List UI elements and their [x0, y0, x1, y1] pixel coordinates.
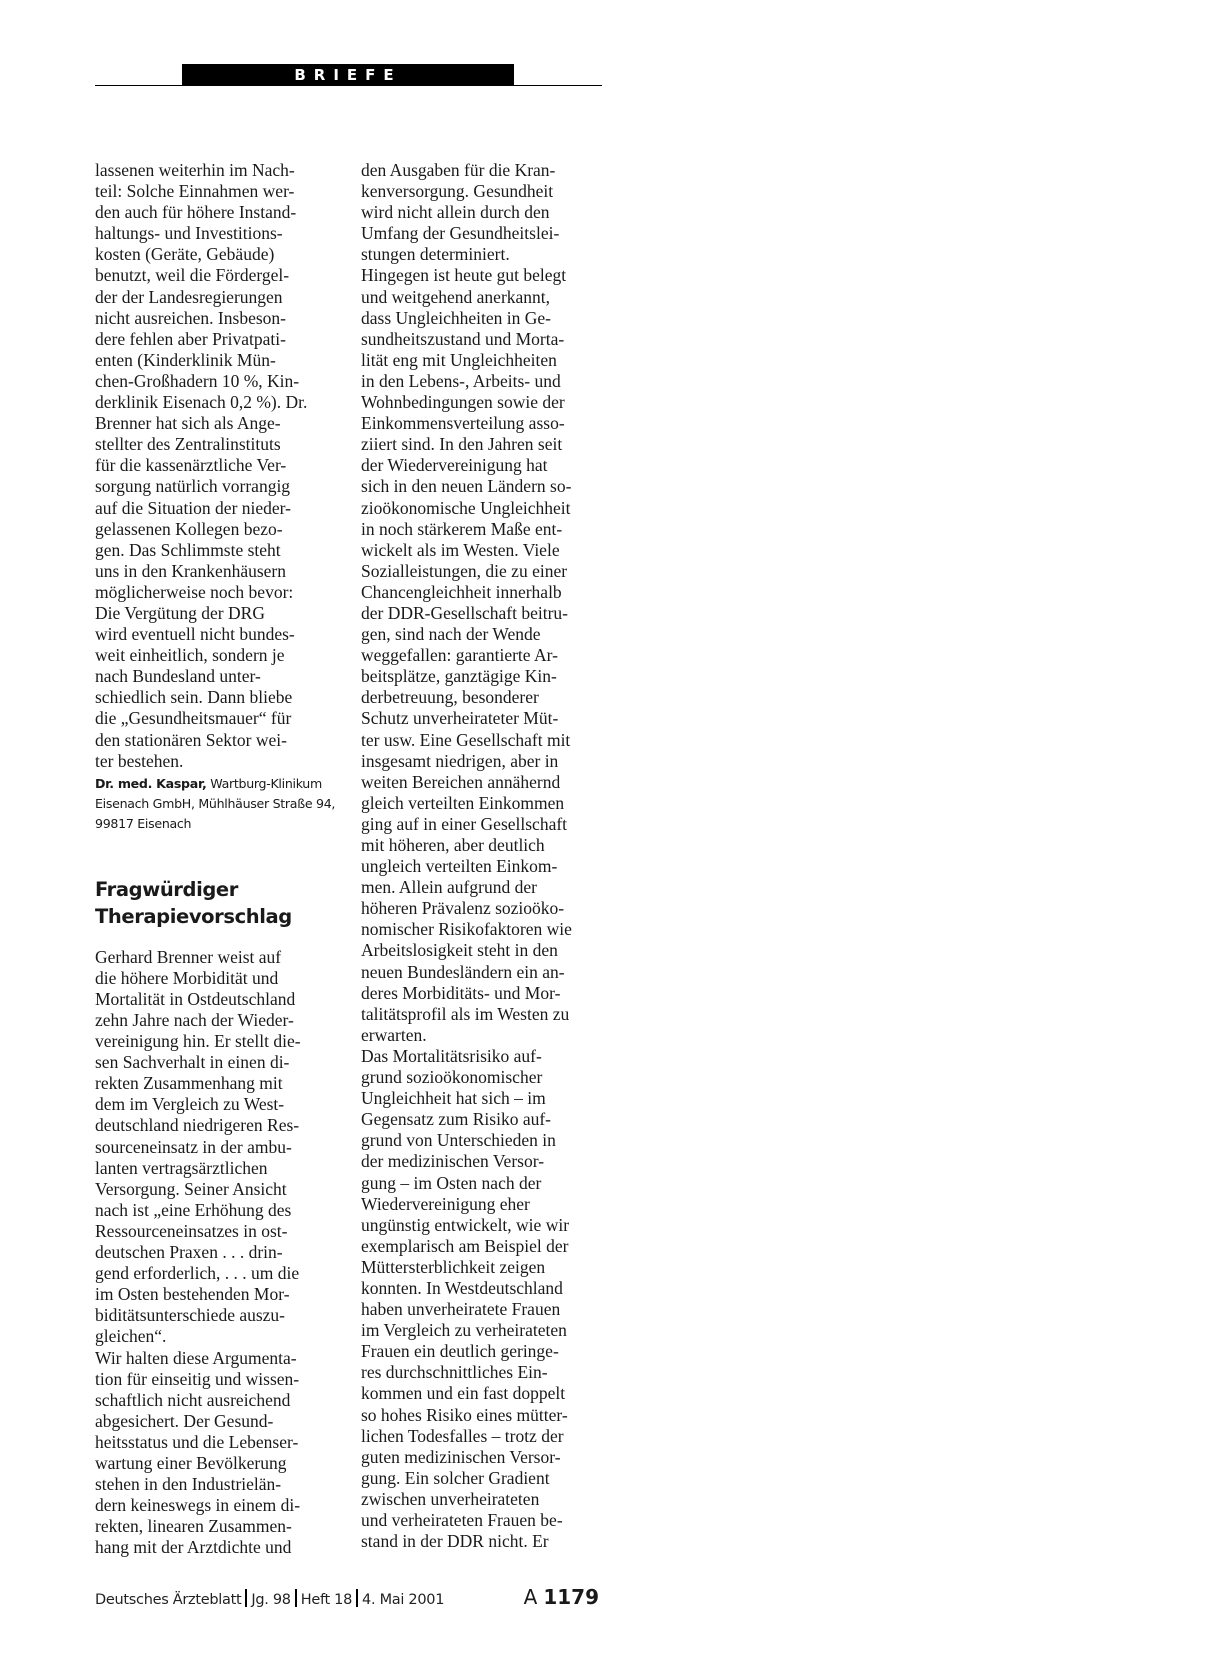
text-line: auf die Situation der nieder- — [95, 497, 291, 518]
text-line: Frauen ein deutlich geringe- — [361, 1341, 559, 1362]
text-line: kosten (Geräte, Gebäude) — [95, 244, 275, 265]
text-line: abgesichert. Der Gesund- — [95, 1410, 274, 1431]
text-line: lichen Todesfalles – trotz der — [361, 1425, 564, 1446]
text-line: wird nicht allein durch den — [361, 202, 550, 223]
text-line: rekten, linearen Zusammen- — [95, 1516, 292, 1537]
text-line: so hohes Risiko eines mütter- — [361, 1404, 568, 1425]
text-line: den stationären Sektor wei- — [95, 729, 287, 750]
text-line: Gerhard Brenner weist auf — [95, 946, 282, 967]
text-line: Hingegen ist heute gut belegt — [361, 265, 567, 286]
text-line: im Vergleich zu verheirateten — [361, 1320, 567, 1341]
text-line: wartung einer Bevölkerung — [95, 1452, 287, 1473]
text-line: lassenen weiterhin im Nach- — [95, 160, 295, 180]
text-line: derbetreuung, besonderer — [361, 687, 539, 708]
text-line: stand in der DDR nicht. Er — [361, 1531, 549, 1552]
page-prefix: A — [523, 1585, 538, 1609]
text-line: lität eng mit Ungleichheiten — [361, 349, 557, 370]
text-line: für die kassenärztliche Ver- — [95, 455, 287, 476]
text-line: Umfang der Gesundheitslei- — [361, 223, 560, 244]
text-line: weiten Bereichen annähernd — [361, 771, 561, 792]
text-line: gelassenen Kollegen bezo- — [95, 518, 283, 539]
footer-separator — [245, 1589, 247, 1607]
text-line: Arbeitslosigkeit steht in den — [361, 940, 558, 961]
text-line: exemplarisch am Beispiel der — [361, 1235, 569, 1256]
page-number-value: 1179 — [543, 1585, 599, 1609]
text-line: biditätsunterschiede auszu- — [95, 1305, 286, 1326]
text-line: Mortalität in Ostdeutschland — [95, 988, 296, 1009]
text-line: die höhere Morbidität und — [95, 967, 279, 988]
text-line: kenversorgung. Gesundheit — [361, 181, 554, 202]
text-line: hang mit der Arztdichte und — [95, 1537, 292, 1558]
issue: Heft 18 — [300, 1592, 353, 1608]
text-line: stellter des Zentralinstituts — [95, 434, 281, 455]
text-line: Brenner hat sich als Ange- — [95, 413, 281, 434]
text-line: der der Landesregierungen — [95, 286, 283, 307]
text-line: dern keineswegs in einem di- — [95, 1495, 301, 1516]
letter-headline — [95, 876, 340, 930]
letter-body — [95, 947, 340, 1559]
text-line: insgesamt niedrigen, aber in — [361, 750, 559, 771]
text-line: weggefallen: garantierte Ar- — [361, 645, 558, 666]
text-line: erwarten. — [361, 1024, 427, 1045]
text-line: deres Morbiditäts- und Mor- — [361, 982, 561, 1003]
text-line: ging auf in einer Gesellschaft — [361, 813, 568, 834]
text-line: nomischer Risikofaktoren wie — [361, 919, 572, 940]
page-number — [524, 1585, 599, 1609]
text-line: konnten. In Westdeutschland — [361, 1277, 563, 1298]
text-line: und weitgehend anerkannt, — [361, 286, 551, 307]
text-line: Gegensatz zum Risiko auf- — [361, 1109, 552, 1130]
text-line: ter usw. Eine Gesellschaft mit — [361, 729, 571, 750]
text-line: Sozialleistungen, die zu einer — [361, 560, 568, 581]
text-line: der medizinischen Versor- — [361, 1151, 545, 1172]
signature-affiliation: Wartburg-Klinikum — [210, 775, 322, 791]
text-line: stehen in den Industrielän- — [95, 1474, 282, 1495]
text-line: wird eventuell nicht bundes- — [95, 624, 295, 645]
text-line: Ressourceneinsatzes in ost- — [95, 1220, 288, 1241]
text-line: gen. Das Schlimmste steht — [95, 539, 281, 560]
text-line: Das Mortalitätsrisiko auf- — [361, 1045, 542, 1066]
text-line: nicht ausreichen. Insbeson- — [95, 307, 286, 328]
text-line: zehn Jahre nach der Wieder- — [95, 1010, 294, 1030]
text-line: Versorgung. Seiner Ansicht — [95, 1178, 287, 1199]
text-line: vereinigung hin. Er stellt die- — [95, 1031, 301, 1052]
text-line: enten (Kinderklinik Mün- — [95, 349, 276, 370]
text-line: sourceneinsatz in der ambu- — [95, 1136, 292, 1157]
text-line: mit höheren, aber deutlich — [361, 835, 545, 855]
section-header — [95, 64, 602, 87]
signature-name: Dr. med. Kaspar, — [95, 775, 207, 791]
journal-name: Deutsches Ärzteblatt — [95, 1592, 242, 1608]
text-line: lanten vertragsärztlichen — [95, 1157, 268, 1178]
text-line: haben unverheiratete Frauen — [361, 1299, 561, 1320]
text-line: sorgung natürlich vorrangig — [95, 476, 291, 497]
headline-line: Therapievorschlag — [95, 904, 292, 928]
text-line: Die Vergütung der DRG — [95, 602, 265, 623]
text-line: schiedlich sein. Dann bliebe — [95, 687, 293, 708]
text-line: die „Gesundheitsmauer“ für — [95, 708, 292, 729]
text-line: ziiert sind. In den Jahren seit — [361, 434, 563, 455]
text-line: ungünstig entwickelt, wie wir — [361, 1214, 570, 1235]
text-line: gung – im Osten nach der — [361, 1172, 542, 1193]
text-line: zwischen unverheirateten — [361, 1488, 540, 1509]
text-line: Ungleichheit hat sich – im — [361, 1088, 546, 1109]
text-line: Müttersterblichkeit zeigen — [361, 1256, 546, 1277]
footer-meta — [95, 1589, 444, 1608]
issue-date: 4. Mai 2001 — [362, 1592, 445, 1608]
text-line: Wir halten diese Argumenta- — [95, 1347, 297, 1368]
text-line: sich in den neuen Ländern so- — [361, 476, 572, 497]
letter-body-continued — [95, 160, 340, 772]
text-line: Schutz unverheirateter Müt- — [361, 708, 559, 729]
text-line: dass Ungleichheiten in Ge- — [361, 307, 552, 328]
text-line: stungen determiniert. — [361, 244, 510, 265]
left-column — [95, 160, 340, 1558]
text-line: wickelt als im Westen. Viele — [361, 539, 560, 560]
signature-address: Eisenach GmbH, Mühlhäuser Straße 94, — [95, 795, 336, 811]
text-line: heitsstatus und die Lebenser- — [95, 1431, 299, 1452]
text-line: sundheitszustand und Morta- — [361, 328, 565, 349]
text-line: in noch stärkerem Maße ent- — [361, 518, 563, 539]
text-line: in den Lebens-, Arbeits- und — [361, 370, 561, 391]
text-line: Wohnbedingungen sowie der — [361, 392, 565, 413]
text-line: weit einheitlich, sondern je — [95, 645, 285, 666]
text-line: grund von Unterschieden in — [361, 1130, 556, 1151]
text-line: teil: Solche Einnahmen wer- — [95, 181, 295, 202]
text-line: möglicherweise noch bevor: — [95, 581, 294, 602]
text-line: ungleich verteilten Einkom- — [361, 856, 558, 877]
signature-city: 99817 Eisenach — [95, 815, 192, 831]
text-line: guten medizinischen Versor- — [361, 1446, 561, 1467]
letter-body-right — [361, 160, 606, 1552]
text-line: men. Allein aufgrund der — [361, 877, 537, 898]
text-line: ter bestehen. — [95, 750, 184, 771]
text-line: dem im Vergleich zu West- — [95, 1094, 285, 1115]
text-line: gung. Ein solcher Gradient — [361, 1467, 550, 1488]
text-line: grund sozioökonomischer — [361, 1067, 543, 1088]
text-line: gleich verteilten Einkommen — [361, 792, 565, 813]
text-line: sen Sachverhalt in einen di- — [95, 1052, 290, 1073]
text-line: nach Bundesland unter- — [95, 666, 261, 687]
text-line: res durchschnittliches Ein- — [361, 1362, 548, 1383]
text-line: höheren Prävalenz sozioöko- — [361, 898, 565, 919]
page-footer — [95, 1585, 602, 1609]
text-line: derklinik Eisenach 0,2 %). Dr. — [95, 392, 308, 413]
right-column — [361, 160, 606, 1552]
text-line: gen, sind nach der Wende — [361, 624, 541, 645]
footer-separator — [356, 1589, 358, 1607]
section-title: BRIEFE — [182, 64, 514, 86]
text-line: den Ausgaben für die Kran- — [361, 160, 556, 180]
text-line: schaftlich nicht ausreichend — [95, 1389, 291, 1410]
text-line: nach ist „eine Erhöhung des — [95, 1199, 292, 1220]
text-line: der DDR-Gesellschaft beitru- — [361, 602, 569, 623]
text-line: beitsplätze, ganztägige Kin- — [361, 666, 557, 687]
text-line: kommen und ein fast doppelt — [361, 1383, 566, 1404]
text-line: neuen Bundesländern ein an- — [361, 961, 565, 982]
text-line: Einkommensverteilung asso- — [361, 413, 565, 434]
footer-separator — [295, 1589, 297, 1607]
text-line: rekten Zusammenhang mit — [95, 1073, 283, 1094]
text-line: Chancengleichheit innerhalb — [361, 581, 562, 602]
text-line: gleichen“. — [95, 1326, 167, 1347]
text-line: im Osten bestehenden Mor- — [95, 1284, 290, 1305]
text-line: uns in den Krankenhäusern — [95, 560, 286, 581]
text-line: benutzt, weil die Fördergel- — [95, 265, 290, 286]
text-line: talitätsprofil als im Westen zu — [361, 1003, 570, 1024]
text-line: dere fehlen aber Privatpati- — [95, 328, 286, 349]
text-line: gend erforderlich, . . . um die — [95, 1263, 300, 1284]
volume: Jg. 98 — [251, 1592, 291, 1608]
text-line: und verheirateten Frauen be- — [361, 1510, 563, 1530]
text-line: der Wiedervereinigung hat — [361, 455, 548, 476]
text-line: tion für einseitig und wissen- — [95, 1368, 300, 1389]
text-line: haltungs- und Investitions- — [95, 223, 283, 244]
headline-line: Fragwürdiger — [95, 877, 238, 901]
letter-signature — [95, 774, 340, 834]
text-line: deutschland niedrigeren Res- — [95, 1115, 300, 1136]
text-line: chen-Großhadern 10 %, Kin- — [95, 370, 300, 391]
text-line: zioökonomische Ungleichheit — [361, 497, 571, 518]
text-line: deutschen Praxen . . . drin- — [95, 1242, 283, 1263]
text-line: den auch für höhere Instand- — [95, 202, 297, 223]
text-line: Wiedervereinigung eher — [361, 1193, 530, 1214]
